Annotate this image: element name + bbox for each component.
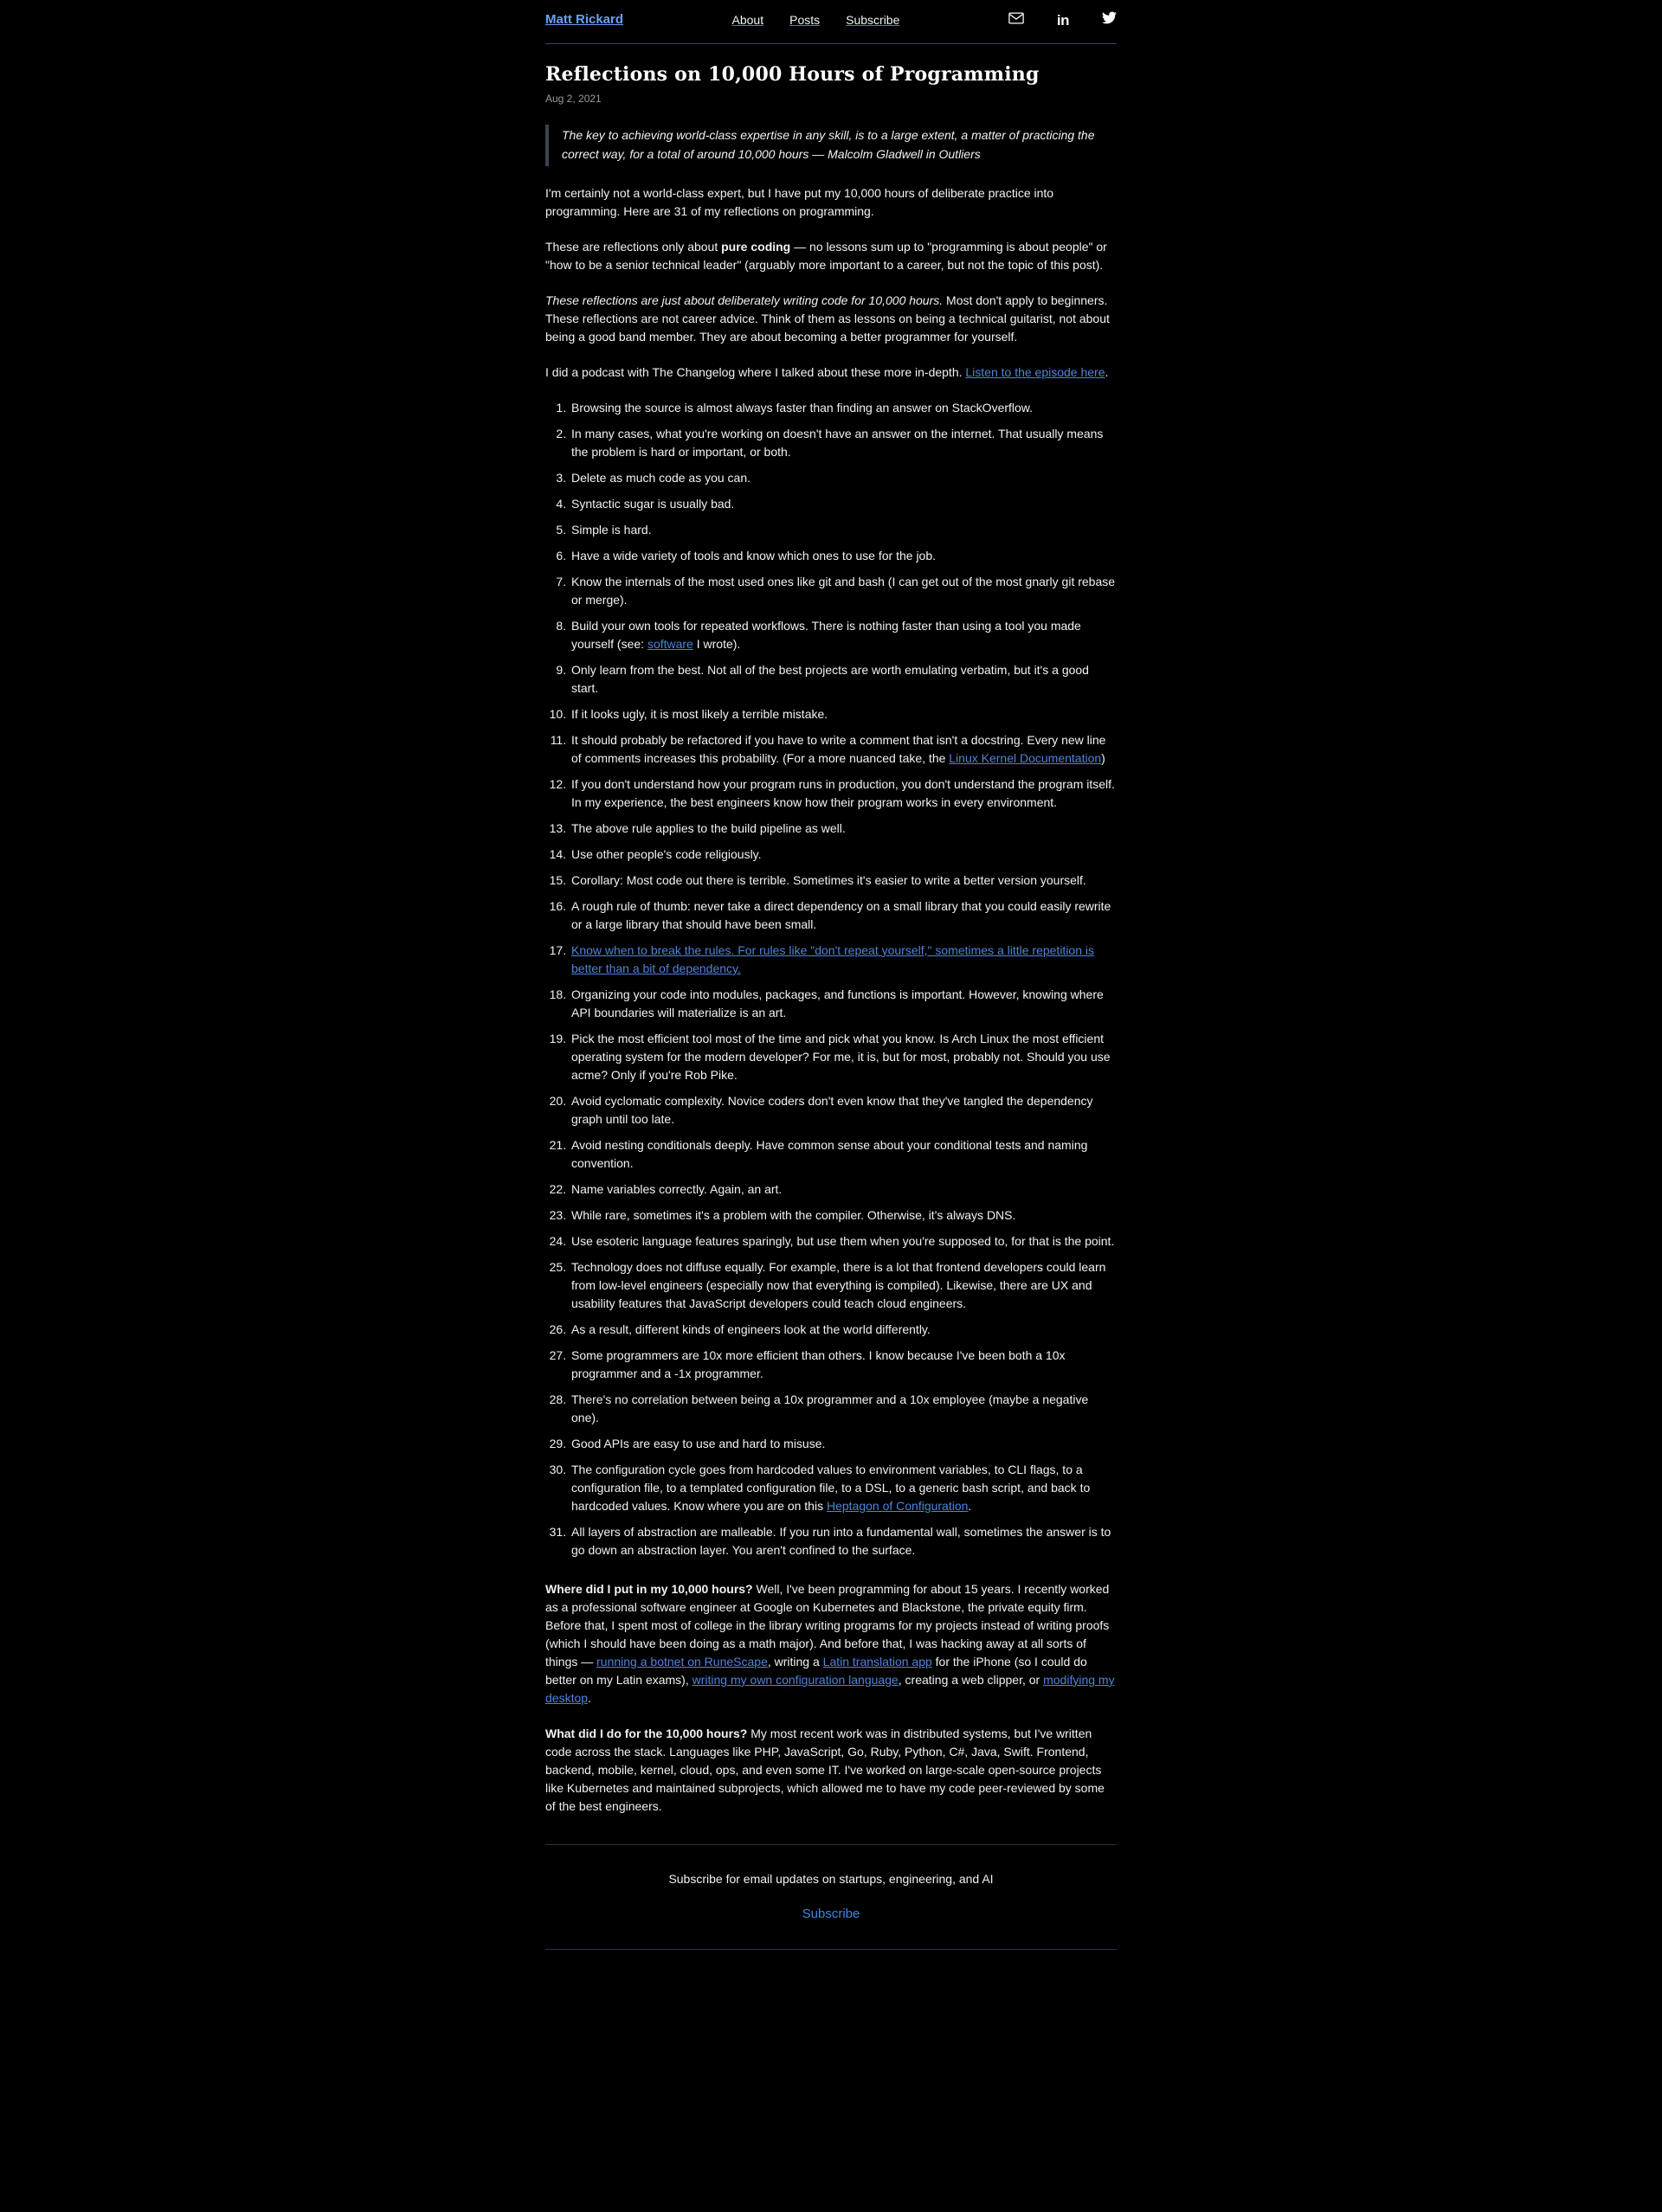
reflection-item: 4. Syntactic sugar is usually bad.	[570, 495, 1117, 513]
linkedin-icon: in	[1056, 11, 1069, 29]
inline-link[interactable]: modifying my desktop	[545, 1672, 1115, 1705]
twitter-icon	[1102, 11, 1117, 29]
quote-block: The key to achieving world-class expertise in any skill, is to a large extent, a matter of practicing the correct way, for a total of around 10,000 hours — Malcolm Gladwell in Outliers	[545, 125, 1117, 166]
reflection-item: 1. Browsing the source is almost always faster than finding an answer on StackOverflow.	[570, 399, 1117, 417]
reflection-item: 8. Build your own tools for repeated workflows. There is nothing faster than using a tool you made yourself (see: software I wrote).	[570, 617, 1117, 653]
mail-link[interactable]	[1008, 11, 1024, 29]
reflection-item: 19. Pick the most efficient tool most of the time and pick what you know. Is Arch Linux the most efficient operating system for the modern developer? For me, it is, but for most, probably not. Should you use acme? Only if you're Rob Pike.	[570, 1030, 1117, 1084]
reflection-item: 11. It should probably be refactored if you have to write a comment that isn't a docstring. Every new line of comments increases this probability. (For a more nuanced take, the Linux Kernel Documentation)	[570, 731, 1117, 768]
mail-icon	[1008, 11, 1024, 29]
reflection-item: 31. All layers of abstraction are malleable. If you run into a fundamental wall, sometimes the answer is to go down an abstraction layer. You aren't confined to the surface.	[570, 1523, 1117, 1559]
nav-link-posts[interactable]: Posts	[789, 12, 821, 27]
reflections-list	[545, 399, 1117, 1559]
reflection-item: 7. Know the internals of the most used ones like git and bash (I can get out of the most gnarly git rebase or merge).	[570, 573, 1117, 609]
page-container	[545, 0, 1117, 2212]
site-nav	[732, 11, 900, 29]
reflection-item: 27. Some programmers are 10x more efficient than others. I know because I've been both a 10x programmer and a -1x programmer.	[570, 1347, 1117, 1383]
article	[545, 63, 1117, 1816]
reflection-item: 3. Delete as much code as you can.	[570, 469, 1117, 487]
intro-paragraph: These are reflections only about pure coding — no lessons sum up to "programming is about people" or "how to be a senior technical leader" (arguably more important to a career, but not the topic of this post).	[545, 239, 1107, 272]
footer-top-divider	[545, 1844, 1117, 1845]
twitter-link[interactable]	[1102, 11, 1117, 29]
outro-paragraphs	[545, 1580, 1117, 1816]
inline-link[interactable]: writing my own configuration language	[692, 1672, 899, 1687]
reflection-item: 9. Only learn from the best. Not all of the best projects are worth emulating verbatim, but it's a good start.	[570, 661, 1117, 698]
inline-link[interactable]: Heptagon of Configuration	[826, 1498, 969, 1513]
intro-paragraph: I did a podcast with The Changelog where I talked about these more in-depth. Listen to the episode here.	[545, 364, 1109, 379]
reflection-item: 5. Simple is hard.	[570, 521, 1117, 539]
reflection-item: 15. Corollary: Most code out there is terrible. Sometimes it's easier to write a better version yourself.	[570, 871, 1117, 890]
footer-subscribe-link[interactable]: Subscribe	[802, 1906, 860, 1921]
site-header	[545, 0, 1117, 44]
reflection-item: 14. Use other people's code religiously.	[570, 846, 1117, 864]
reflection-item: 13. The above rule applies to the build pipeline as well.	[570, 820, 1117, 838]
reflection-item: 22. Name variables correctly. Again, an art.	[570, 1180, 1117, 1199]
reflection-item: 25. Technology does not diffuse equally. For example, there is a lot that frontend developers could learn from low-level engineers (especially now that everything is compiled). Likewise, there are UX and usability features that JavaScript developers could teach cloud engineers.	[570, 1258, 1117, 1313]
reflection-item: 20. Avoid cyclomatic complexity. Novice coders don't even know that they've tangled the dependency graph until too late.	[570, 1092, 1117, 1129]
inline-link[interactable]: running a botnet on RuneScape	[596, 1654, 768, 1669]
footer-bottom-divider	[545, 1949, 1117, 1950]
reflection-item: 2. In many cases, what you're working on doesn't have an answer on the internet. That usually means the problem is hard or important, or both.	[570, 425, 1117, 461]
inline-link[interactable]: Listen to the episode here	[965, 364, 1105, 379]
reflection-item: 12. If you don't understand how your program runs in production, you don't understand the program itself. In my experience, the best engineers know how their program works in every environment.	[570, 775, 1117, 812]
reflection-item: 30. The configuration cycle goes from hardcoded values to environment variables, to CLI flags, to a configuration file, to a templated configuration file, to a DSL, to a generic bash script, and back to hardcoded values. Know where you are on this Heptagon of Configuration.	[570, 1461, 1117, 1515]
footer-blurb: Subscribe for email updates on startups, engineering, and AI	[668, 1871, 994, 1886]
post-date: Aug 2, 2021	[545, 93, 602, 105]
outro-paragraph: Where did I put in my 10,000 hours? Well, I've been programming for about 15 years. I recently worked as a professional software engineer at Google on Kubernetes and Blackstone, the private equity firm. Before that, I spent most of college in the library writing programs for my projects instead of writing proofs (which I should have been doing as a math major). And before that, I was hacking away at all sorts of things — running a botnet on RuneScape, writing a Latin translation app for the iPhone (so I could do better on my Latin exams), writing my own configuration language, creating a web clipper, or modifying my desktop.	[545, 1581, 1115, 1705]
site-footer	[545, 1844, 1117, 1951]
reflection-item: 29. Good APIs are easy to use and hard to misuse.	[570, 1435, 1117, 1453]
reflection-item: 10. If it looks ugly, it is most likely a terrible mistake.	[570, 705, 1117, 723]
reflection-item: 6. Have a wide variety of tools and know which ones to use for the job.	[570, 547, 1117, 565]
intro-paragraph: These reflections are just about deliberately writing code for 10,000 hours. Most don't apply to beginners. These reflections are not career advice. Think of them as lessons on being a technical guitarist, not about being a good band member. They are about becoming a better programmer for yourself.	[545, 293, 1110, 344]
brand-link[interactable]: Matt Rickard	[545, 12, 624, 27]
reflection-item: 23. While rare, sometimes it's a problem with the compiler. Otherwise, it's always DNS.	[570, 1206, 1117, 1225]
reflection-item: 18. Organizing your code into modules, packages, and functions is important. However, knowing where API boundaries will materialize is an art.	[570, 986, 1117, 1022]
intro-paragraphs	[545, 184, 1117, 382]
page-title: Reflections on 10,000 Hours of Programming	[545, 62, 1040, 86]
inline-link[interactable]: Know when to break the rules. For rules like "don't repeat yourself," sometimes a little repetition is better than a bit of dependency.	[571, 942, 1095, 975]
nav-link-subscribe[interactable]: Subscribe	[846, 12, 900, 27]
outro-paragraph: What did I do for the 10,000 hours? My most recent work was in distributed systems, but I've written code across the stack. Languages like PHP, JavaScript, Go, Ruby, Python, C#, Java, Swift. Frontend, backend, mobile, kernel, cloud, ops, and even some IT. I've worked on large-scale open-source projects like Kubernetes and maintained subprojects, which allowed me to have my code peer-reviewed by some of the best engineers.	[545, 1726, 1105, 1813]
inline-link[interactable]: software	[647, 636, 693, 651]
reflection-item: 24. Use esoteric language features sparingly, but use them when you're supposed to, for that is the point.	[570, 1232, 1117, 1251]
reflection-item: 21. Avoid nesting conditionals deeply. Have common sense about your conditional tests and naming convention.	[570, 1136, 1117, 1173]
reflection-item: 28. There's no correlation between being a 10x programmer and a 10x employee (maybe a negative one).	[570, 1391, 1117, 1427]
reflection-item: 26. As a result, different kinds of engineers look at the world differently.	[570, 1321, 1117, 1339]
reflection-item	[570, 942, 1117, 978]
social-icons	[1008, 11, 1117, 29]
nav-link-about[interactable]: About	[731, 12, 764, 27]
intro-paragraph: I'm certainly not a world-class expert, but I have put my 10,000 hours of deliberate practice into programming. Here are 31 of my reflections on programming.	[545, 185, 1054, 218]
reflection-item: 16. A rough rule of thumb: never take a direct dependency on a small library that you could easily rewrite or a large library that should have been small.	[570, 897, 1117, 934]
inline-link[interactable]: Latin translation app	[822, 1654, 932, 1669]
inline-link[interactable]: Linux Kernel Documentation	[949, 750, 1102, 765]
linkedin-link[interactable]	[1057, 13, 1069, 28]
